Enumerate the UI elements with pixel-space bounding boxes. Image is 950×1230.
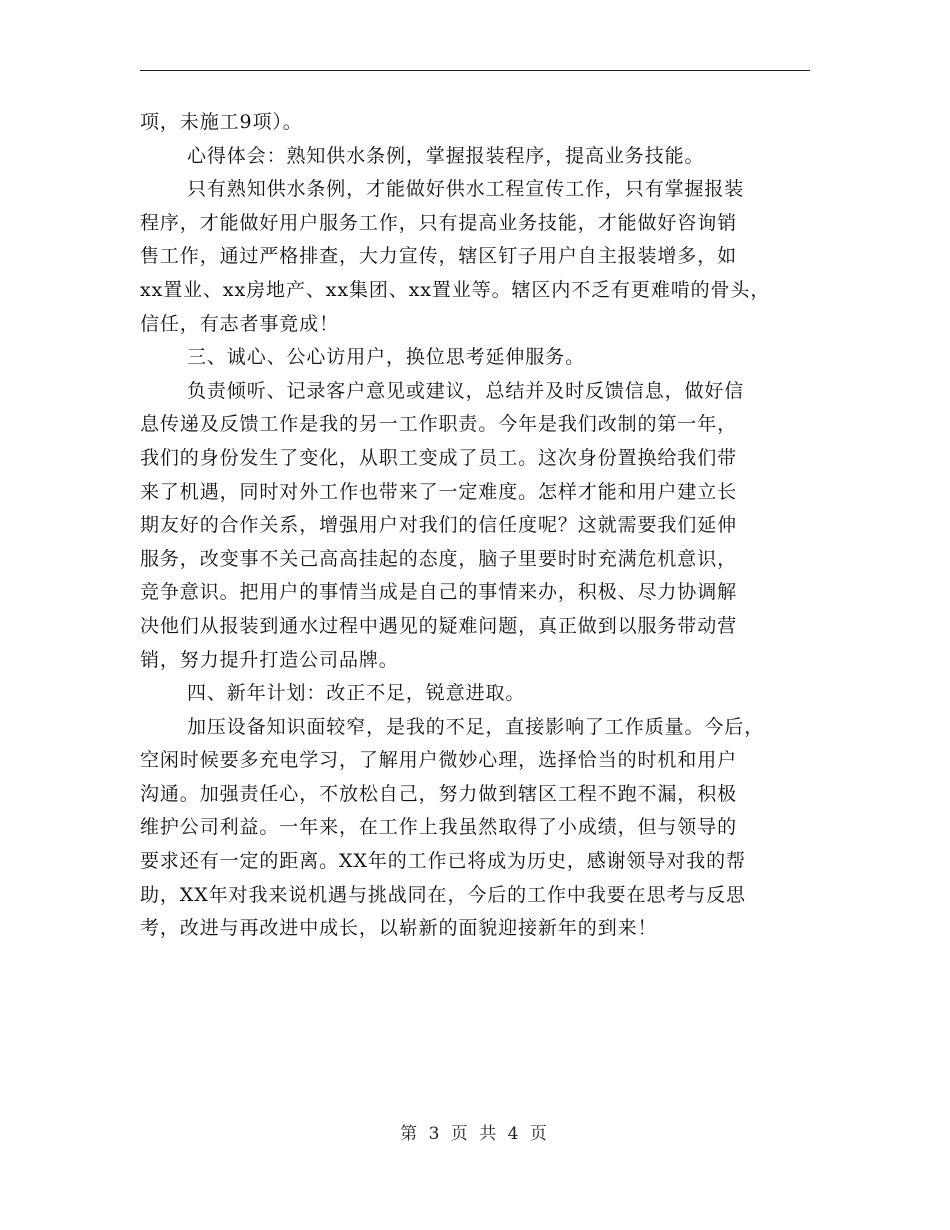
- text-line: 加压设备知识面较窄，是我的不足，直接影响了工作质量。今后，: [187, 715, 765, 738]
- text-line: 我们的身份发生了变化，从职工变成了员工。这次身份置换给我们带: [140, 446, 738, 469]
- text-line: 四、新年计划：改正不足，锐意进取。: [187, 682, 526, 705]
- text-line: 决他们从报装到通水过程中遇见的疑难问题，真正做到以服务带动营: [140, 614, 738, 637]
- text-line: 息传递及反馈工作是我的另一工作职责。今年是我们改制的第一年，: [140, 413, 738, 436]
- text-line: 程序，才能做好用户服务工作，只有提高业务技能，才能做好咨询销: [140, 211, 738, 234]
- text-line: 考，改进与再改进中成长，以崭新的面貌迎接新年的到来！: [140, 917, 658, 940]
- text-line: 心得体会：熟知供水条例，掌握报装程序，提高业务技能。: [187, 144, 705, 167]
- text-line: xx置业、xx房地产、xx集团、xx置业等。辖区内不乏有更难啃的骨头，: [140, 278, 771, 301]
- text-line: 三、诚心、公心访用户，换位思考延伸服务。: [187, 346, 586, 369]
- text-line: 竞争意识。把用户的事情当成是自己的事情来办，积极、尽力协调解: [140, 581, 738, 604]
- text-line: 服务，改变事不关己高高挂起的态度，脑子里要时时充满危机意识，: [140, 547, 738, 570]
- text-line: 维护公司利益。一年来，在工作上我虽然取得了小成绩，但与领导的: [140, 816, 738, 839]
- text-line: 售工作，通过严格排查，大力宣传，辖区钉子用户自主报装增多，如: [140, 245, 738, 268]
- text-line: 只有熟知供水条例，才能做好供水工程宣传工作，只有掌握报装: [187, 178, 745, 201]
- text-line: 期友好的合作关系，增强用户对我们的信任度呢？这就需要我们延伸: [140, 514, 738, 537]
- text-line: 空闲时候要多充电学习，了解用户微妙心理，选择恰当的时机和用户: [140, 749, 738, 772]
- text-line: 信任，有志者事竟成！: [140, 312, 340, 335]
- text-line: 来了机遇，同时对外工作也带来了一定难度。怎样才能和用户建立长: [140, 480, 738, 503]
- text-line: 销，努力提升打造公司品牌。: [140, 648, 399, 671]
- text-line: 项，未施工9项）。: [140, 111, 303, 133]
- page-footer: 第 3 页 共 4 页: [400, 1124, 550, 1144]
- text-line: 负责倾听、记录客户意见或建议，总结并及时反馈信息，做好信: [187, 379, 745, 402]
- header-rule: [140, 70, 810, 71]
- text-line: 助，XX年对我来说机遇与挑战同在，今后的工作中我要在思考与反思: [140, 883, 746, 906]
- document-body: [140, 106, 820, 946]
- text-line: 要求还有一定的距离。XX年的工作已将成为历史，感谢领导对我的帮: [140, 850, 746, 873]
- text-line: 沟通。加强责任心，不放松自己，努力做到辖区工程不跑不漏，积极: [140, 782, 738, 805]
